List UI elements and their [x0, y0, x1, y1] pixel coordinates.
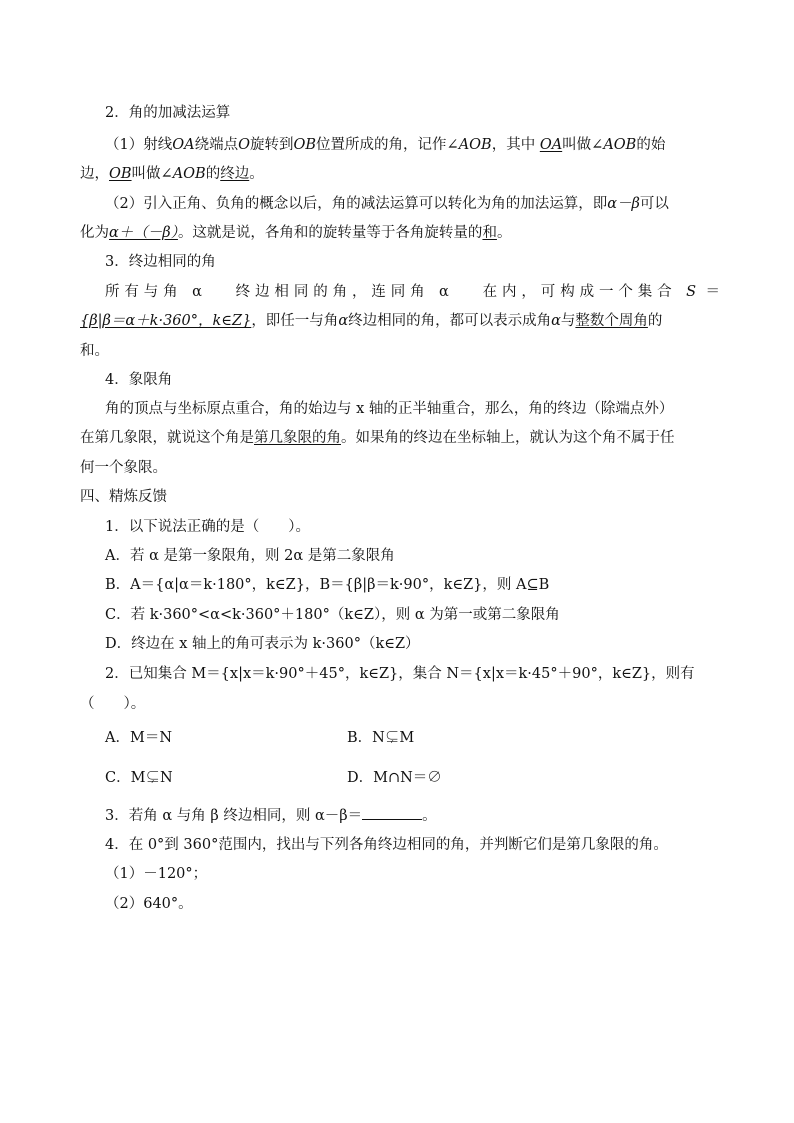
term-terminal-side: 终边: [220, 166, 250, 182]
section-3-title: 3．终边相同的角: [105, 254, 216, 270]
question-3: 3．若角 α 与角 β 终边相同，则 α－β＝ 。: [105, 805, 437, 826]
section-4-para-line-1: 角的顶点与坐标原点重合，角的始边与 x 轴的正半轴重合，那么，角的终边（除端点外）: [105, 401, 674, 417]
question-1-option-d: D．终边在 x 轴上的角可表示为 k·360°（k∈Z）: [105, 636, 420, 652]
question-2-stem: 2．已知集合 M＝{x|x＝k·90°＋45°，k∈Z}，集合 N＝{x|x＝k·45°＋90°，k∈Z}，则有: [105, 666, 695, 682]
section-4-para-line-3: 何一个象限。: [80, 460, 167, 476]
set-expression: {β|β＝α＋k·360°，k∈Z}: [80, 313, 252, 329]
question-2-option-c: C．M⊊N: [105, 770, 173, 786]
question-2-option-d: D．M∩N＝∅: [347, 770, 442, 786]
question-2-option-b: B．N⊊M: [347, 730, 415, 746]
question-1-option-c: C．若 k·360°<α<k·360°＋180°（k∈Z），则 α 为第一或第二象限角: [105, 607, 560, 623]
question-4-stem: 4．在 0°到 360°范围内，找出与下列各角终边相同的角，并判断它们是第几象限的角。: [105, 837, 668, 853]
section-3-para-line-3: 和。: [80, 343, 109, 359]
question-1-option-b: B．A＝{α|α＝k·180°，k∈Z}，B＝{β|β＝k·90°，k∈Z}，则 A⊆B: [105, 577, 550, 593]
section-2-para-1-line-1: （1）射线OA绕端点O旋转到OB位置所成的角，记作∠AOB，其中 OA叫做∠AOB的始: [105, 137, 666, 153]
section-2-para-2-line-2: 化为α＋（－β）。这就是说，各角和的旋转量等于各角旋转量的和。: [80, 225, 512, 241]
question-4-item-2: （2）640°。: [105, 896, 193, 912]
question-2-stem-paren: （ ）。: [80, 696, 146, 712]
section-4-title: 4．象限角: [105, 372, 173, 388]
section-2-title: 2．角的加减法运算: [105, 105, 231, 121]
section-3-para-line-2: {β|β＝α＋k·360°，k∈Z}，即任一与角α终边相同的角，都可以表示成角α与整数个周角的: [80, 313, 663, 329]
section-3-para-line-1: 所有与角 α 终边相同的角，连同角 α 在内，可构成一个集合 S ＝: [105, 284, 721, 300]
question-4-item-1: （1）－120°；: [105, 866, 208, 882]
feedback-heading: 四、精炼反馈: [80, 489, 167, 505]
question-1-stem: 1．以下说法正确的是（ ）。: [105, 519, 310, 535]
answer-blank: [362, 805, 422, 820]
question-1-option-a: A．若 α 是第一象限角，则 2α 是第二象限角: [105, 548, 395, 564]
section-2-para-2-line-1: （2）引入正角、负角的概念以后，角的减法运算可以转化为角的加法运算，即α－β可以: [105, 196, 669, 212]
section-2-para-1-line-2: 边，OB叫做∠AOB的终边。: [80, 166, 264, 182]
section-4-para-line-2: 在第几象限，就说这个角是第几象限的角。如果角的终边在坐标轴上，就认为这个角不属于任: [80, 430, 675, 446]
question-2-option-a: A．M＝N: [105, 730, 173, 746]
